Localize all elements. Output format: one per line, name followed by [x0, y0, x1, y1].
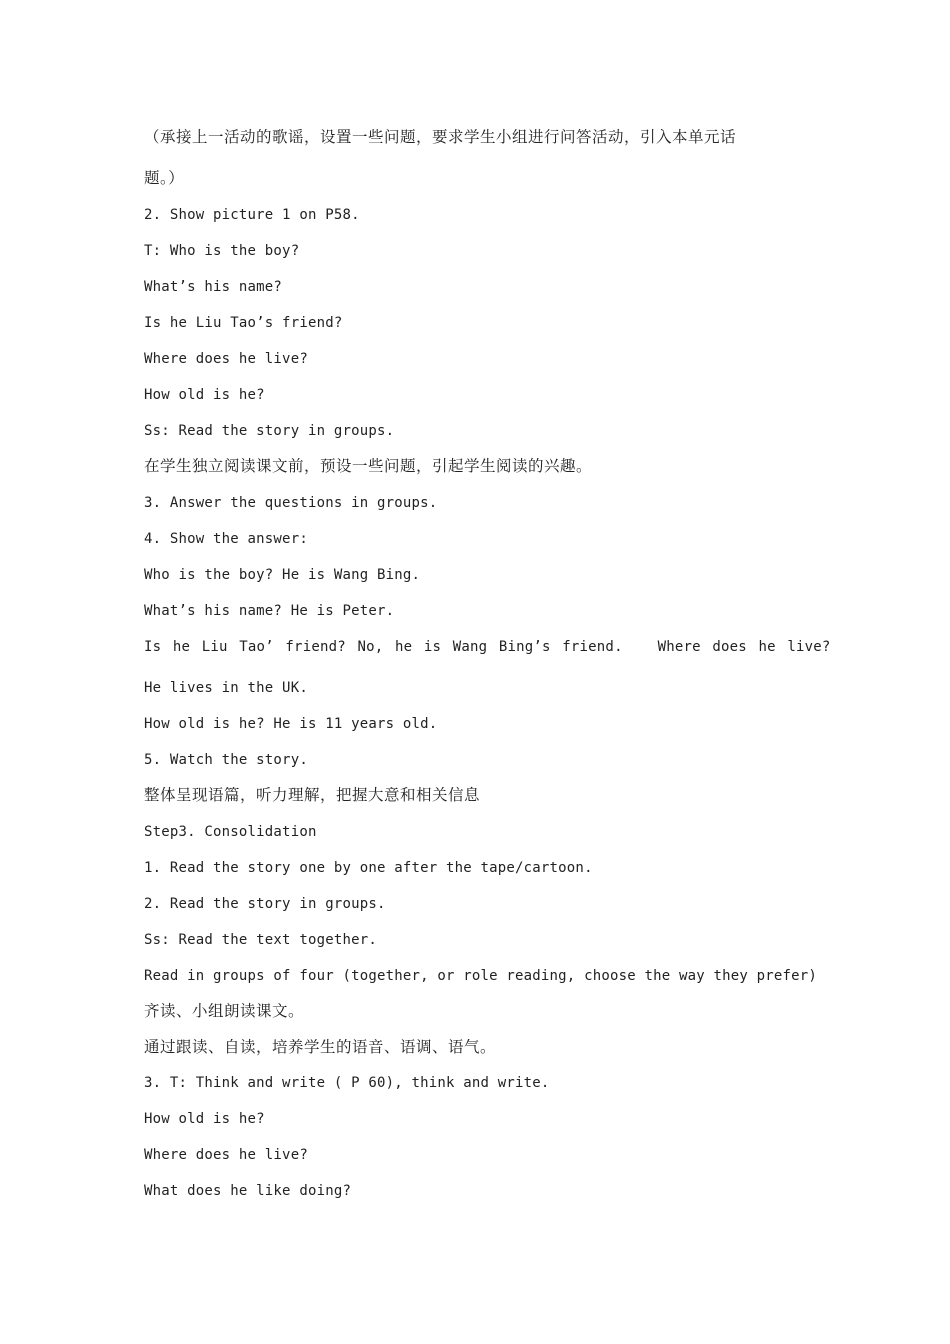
text-line-consolidation-1: 1. Read the story one by one after the tape/cartoon.: [144, 860, 593, 876]
text-line-think-write: 3. T: Think and write ( P 60), think and write.: [144, 1075, 550, 1091]
text-line-group-reading-note: 齐读、小组朗读课文。: [144, 1002, 305, 1020]
text-line-question-live: Where does he live?: [144, 351, 308, 367]
text-line-intro-note: （承接上一活动的歌谣，设置一些问题，要求学生小组进行问答活动，引入本单元话: [144, 128, 737, 146]
text-line-reading-note: 在学生独立阅读课文前，预设一些问题，引起学生阅读的兴趣。: [144, 457, 593, 475]
text-line-step-4: 4. Show the answer:: [144, 531, 308, 547]
text-line-consolidation-2: 2. Read the story in groups.: [144, 896, 386, 912]
text-line-read-four: Read in groups of four (together, or role reading, choose the way they prefer): [144, 968, 818, 984]
text-line-step-5: 5. Watch the story.: [144, 752, 308, 768]
text-line-answer-name: What’s his name? He is Peter.: [144, 603, 395, 619]
text-line-read-together: Ss: Read the text together.: [144, 932, 377, 948]
text-line-intro-note-end: 题。）: [144, 169, 185, 187]
text-line-answer-friend: Is he Liu Tao’ friend? No, he is Wang Bing’s friend. Where does he live?: [144, 639, 831, 655]
text-line-write-live: Where does he live?: [144, 1147, 308, 1163]
text-line-step-3: 3. Answer the questions in groups.: [144, 495, 438, 511]
text-line-question-friend: Is he Liu Tao’s friend?: [144, 315, 343, 331]
text-line-answer-age: How old is he? He is 11 years old.: [144, 716, 438, 732]
text-line-step-consolidation: Step3. Consolidation: [144, 824, 317, 840]
text-line-question-name: What’s his name?: [144, 279, 283, 295]
text-line-question-boy: T: Who is the boy?: [144, 243, 300, 259]
text-line-answer-boy: Who is the boy? He is Wang Bing.: [144, 567, 421, 583]
text-line-pronunciation-note: 通过跟读、自读，培养学生的语音、语调、语气。: [144, 1038, 497, 1056]
text-line-write-age: How old is he?: [144, 1111, 265, 1127]
text-line-step-2: 2. Show picture 1 on P58.: [144, 207, 360, 223]
text-line-read-groups: Ss: Read the story in groups.: [144, 423, 395, 439]
text-line-write-like: What does he like doing?: [144, 1183, 352, 1199]
text-line-listening-note: 整体呈现语篇，听力理解，把握大意和相关信息: [144, 786, 481, 804]
text-line-answer-live: He lives in the UK.: [144, 680, 308, 696]
text-line-question-age: How old is he?: [144, 387, 265, 403]
